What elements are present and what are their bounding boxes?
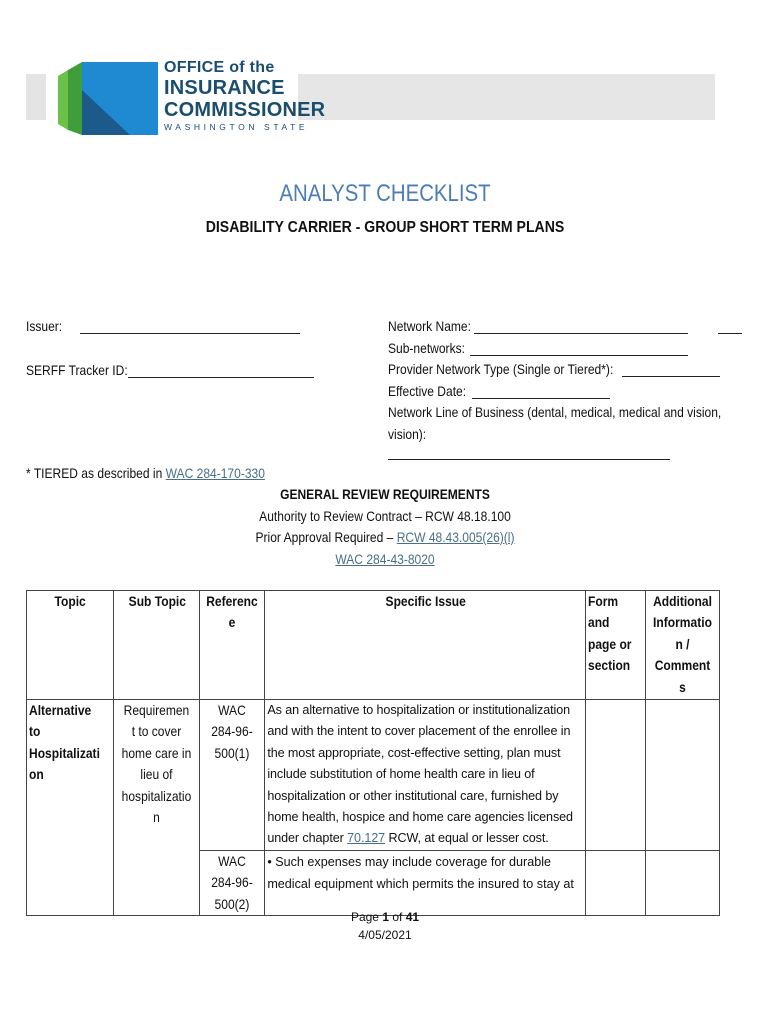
row-additional-cell-1[interactable]	[646, 700, 720, 851]
network-lob-field	[388, 402, 721, 445]
network-lob-label-1: Network Line of Business (dental, medical, medical and vision,	[388, 404, 722, 420]
header-grey-block-left	[26, 74, 46, 120]
page-title: ANALYST CHECKLIST	[279, 180, 491, 207]
issue-2-text: • Such expenses may include coverage for durable medical equipment which permits the insured to stay at	[267, 854, 574, 892]
serff-field	[26, 360, 128, 382]
page-prefix: Page	[350, 910, 379, 924]
row-topic: Alternative to Hospitalizati on	[27, 700, 114, 916]
wac-link[interactable]: WAC 284-43-8020	[335, 550, 435, 567]
tiered-note-link[interactable]: WAC 284-170-330	[165, 465, 265, 481]
network-name-label: Network Name:	[388, 318, 471, 334]
prior-approval-line	[54, 527, 716, 549]
network-name-field	[388, 316, 471, 338]
header-grey-bar	[298, 74, 715, 120]
row-subtopic: Requiremen t to cover home care in lieu of hospitalizatio n	[114, 700, 200, 916]
subnetworks-label: Sub-networks:	[388, 340, 465, 356]
network-name-line-extra	[718, 333, 742, 334]
page-of: of	[392, 910, 403, 924]
page-number	[0, 908, 770, 926]
issue-1-link[interactable]: 70.127	[347, 831, 386, 846]
effective-date-label: Effective Date:	[388, 383, 467, 399]
subnetworks-field	[388, 338, 465, 360]
authority-line: Authority to Review Contract – RCW 48.18.100	[259, 507, 511, 524]
logo-line-1: OFFICE of the	[164, 59, 275, 76]
tiered-note-text: * TIERED as described in	[26, 465, 163, 481]
row-form-cell-1[interactable]	[586, 700, 646, 851]
issuer-label: Issuer:	[26, 318, 63, 334]
row-additional-cell-2[interactable]	[646, 850, 720, 915]
tiered-note	[26, 463, 265, 485]
provider-network-type-field	[388, 359, 613, 381]
effective-date-line[interactable]	[472, 398, 610, 399]
row-form-cell-2[interactable]	[586, 850, 646, 915]
table-header-row	[27, 591, 720, 700]
provider-network-type-label: Provider Network Type (Single or Tiered*):	[388, 361, 614, 377]
prior-approval-text: Prior Approval Required –	[255, 529, 394, 545]
header-additional: Additional Informatio n / Comment s	[646, 591, 720, 700]
header-reference: Referenc e	[200, 591, 265, 700]
header-subtopic: Sub Topic	[114, 591, 200, 700]
issue-1-end: RCW, at equal or lesser cost.	[388, 831, 549, 846]
wac-line	[54, 549, 716, 571]
logo-line-2: INSURANCE	[164, 77, 285, 99]
network-name-line[interactable]	[474, 333, 688, 334]
serff-line[interactable]	[128, 377, 314, 378]
row-reference-1: WAC 284-96-500(1)	[200, 700, 265, 851]
subnetworks-line[interactable]	[470, 355, 688, 356]
prior-approval-link[interactable]: RCW 48.43.005(26)(l)	[396, 529, 515, 545]
general-review-heading: GENERAL REVIEW REQUIREMENTS	[280, 486, 490, 502]
issue-1-text: As an alternative to hospitalization or institutionalization and with the intent to cover placement of the enrollee in the most appropriate, cost-effective setting, plan must include substitution of home health care in lieu of hospitalization or other institutional care, furnished by home health, hospice and home care agencies licensed under chapter	[267, 703, 573, 846]
network-lob-line[interactable]	[388, 459, 670, 460]
issuer-line[interactable]	[80, 333, 300, 334]
issuer-field	[26, 316, 62, 338]
row-issue-1	[265, 700, 586, 851]
page-current: 1	[382, 910, 389, 924]
network-lob-label-2: vision):	[388, 425, 427, 442]
page-subtitle: DISABILITY CARRIER - GROUP SHORT TERM PLANS	[205, 219, 565, 236]
table-row	[27, 700, 720, 851]
oic-logo-icon	[58, 60, 158, 135]
row-issue-2	[265, 850, 586, 915]
general-review-block	[0, 484, 770, 570]
header-form: Form and page or section	[586, 591, 646, 700]
logo-line-4: WASHINGTON STATE	[164, 122, 309, 132]
logo-line-3: COMMISSIONER	[164, 99, 326, 121]
header-specific-issue: Specific Issue	[265, 591, 586, 700]
serff-label: SERFF Tracker ID:	[26, 362, 128, 378]
provider-network-type-line[interactable]	[622, 376, 720, 377]
header-topic: Topic	[27, 591, 114, 700]
logo-text	[164, 60, 325, 132]
checklist-table	[26, 590, 720, 916]
page-total: 41	[405, 910, 420, 924]
row-reference-2: WAC 284-96-500(2)	[200, 850, 265, 915]
footer-date: 4/05/2021	[358, 928, 412, 942]
effective-date-field	[388, 381, 466, 403]
page-footer	[0, 908, 770, 944]
